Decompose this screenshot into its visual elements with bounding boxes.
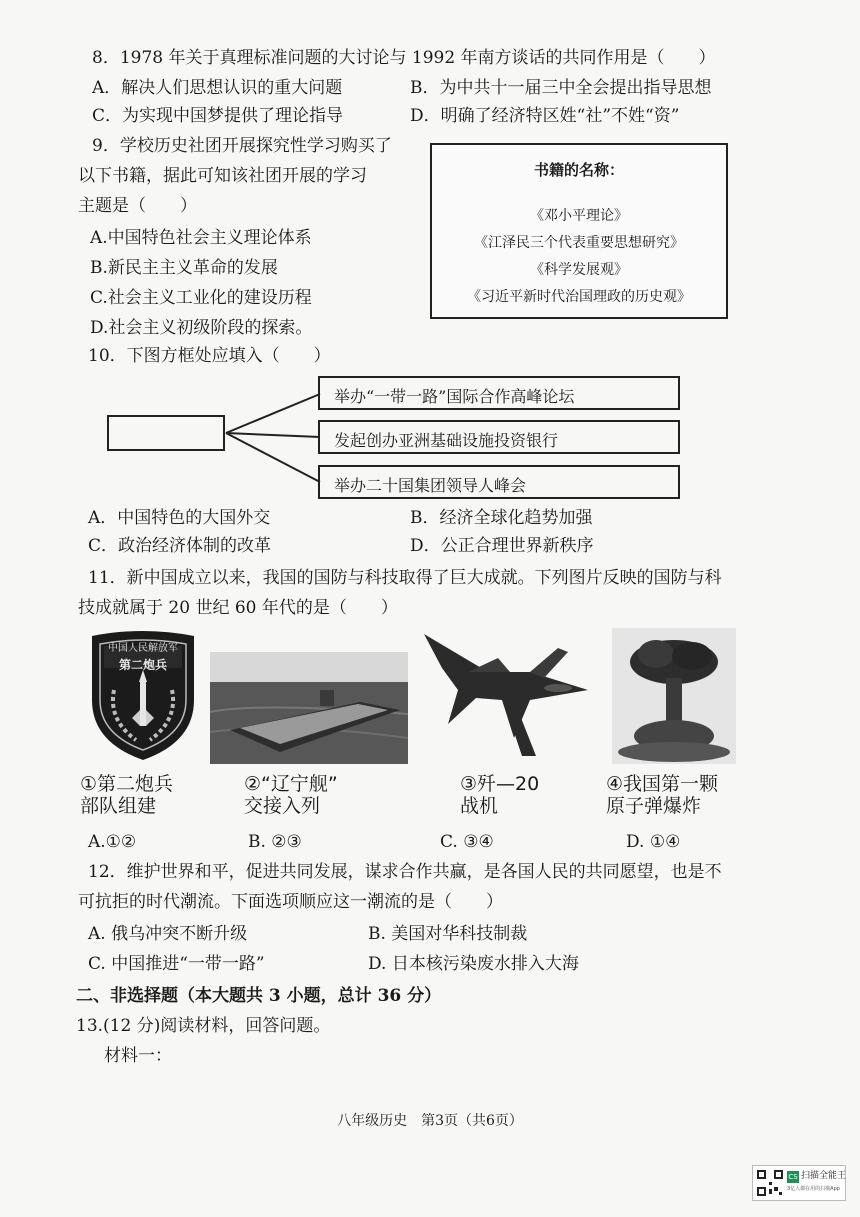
q9-option-d: D.社会主义初级阶段的探索。 <box>90 318 313 338</box>
blank-answer-box <box>107 415 225 451</box>
q9-stem-line3: 主题是（ ） <box>78 196 197 216</box>
caption-3-line1: ③歼—20 <box>460 773 540 795</box>
caption-4-line2: 原子弹爆炸 <box>606 795 702 817</box>
caption-4-line1: ④我国第一颗 <box>606 773 719 795</box>
q10-option-d: D．公正合理世界新秩序 <box>410 536 594 556</box>
q12-option-a: A. 俄乌冲突不断升级 <box>88 924 248 944</box>
second-artillery-badge-image <box>84 630 202 764</box>
q11-option-d: D. ①④ <box>626 832 681 852</box>
book-list-title: 书籍的名称： <box>533 161 624 179</box>
q13-stem: 13.(12 分)阅读材料，回答问题。 <box>76 1016 331 1036</box>
q9-stem-line1: 9．学校历史社团开展探究性学习购买了 <box>92 136 392 156</box>
caption-1-line1: ①第二炮兵 <box>80 773 174 795</box>
q10-option-a: A．中国特色的大国外交 <box>88 508 271 528</box>
section-2-heading: 二、非选择题（本大题共 3 小题，总计 36 分） <box>76 986 442 1006</box>
cs-logo-badge: CS <box>788 1173 798 1181</box>
liaoning-carrier-image <box>210 652 408 764</box>
diplomacy-item-2: 发起创办亚洲基础设施投资银行 <box>318 420 680 454</box>
q9-option-a: A.中国特色社会主义理论体系 <box>90 228 312 248</box>
diplomacy-item-3: 举办二十国集团领导人峰会 <box>318 465 680 499</box>
q9-stem-line2: 以下书籍，据此可知该社团开展的学习 <box>78 166 367 186</box>
book-item: 《江泽民三个代表重要思想研究》 <box>474 235 684 251</box>
q12-option-b: B. 美国对华科技制裁 <box>368 924 528 944</box>
q10-option-c: C．政治经济体制的改革 <box>88 536 272 556</box>
q11-option-c: C. ③④ <box>440 832 494 852</box>
q8-option-a: A．解决人们思想认识的重大问题 <box>92 78 343 98</box>
book-item: 《科学发展观》 <box>530 262 628 278</box>
q8-option-c: C．为实现中国梦提供了理论指导 <box>92 106 344 126</box>
page-footer: 八年级历史 第3页（共6页） <box>337 1113 523 1129</box>
q10-option-b: B．经济全球化趋势加强 <box>410 508 593 528</box>
connector-lines <box>224 380 324 500</box>
q12-option-c: C. 中国推进“一带一路” <box>88 954 265 974</box>
q8-option-b: B．为中共十一届三中全会提出指导思想 <box>410 78 712 98</box>
caption-2-line1: ②“辽宁舰” <box>244 773 338 795</box>
badge-text-top: 中国人民解放军 <box>108 643 178 654</box>
q11-option-b: B. ②③ <box>248 832 302 852</box>
book-list-box <box>430 143 728 319</box>
q8-stem: 8．1978 年关于真理标准问题的大讨论与 1992 年南方谈话的共同作用是（ ） <box>92 48 716 68</box>
book-item: 《邓小平理论》 <box>530 208 628 224</box>
book-item: 《习近平新时代治国理政的历史观》 <box>467 289 691 305</box>
q12-stem-line2: 可抗拒的时代潮流。下面选项顺应这一潮流的是（ ） <box>78 892 503 912</box>
j20-fighter-image <box>418 628 590 764</box>
q8-option-d: D．明确了经济特区姓“社”不姓“资” <box>410 106 680 126</box>
q11-stem-line1: 11．新中国成立以来，我国的国防与科技取得了巨大成就。下列图片反映的国防与科 <box>88 568 722 588</box>
q11-option-a: A.①② <box>88 832 137 852</box>
q12-option-d: D. 日本核污染废水排入大海 <box>368 954 579 974</box>
badge-text-bottom: 第二炮兵 <box>118 658 167 672</box>
q9-option-c: C.社会主义工业化的建设历程 <box>90 288 312 308</box>
scanner-subtitle: 3亿人都在用的扫描App <box>787 1186 840 1192</box>
scanner-watermark <box>752 1165 846 1201</box>
q9-option-b: B.新民主主义革命的发展 <box>90 258 278 278</box>
q11-stem-line2: 技成就属于 20 世纪 60 年代的是（ ） <box>78 598 398 618</box>
caption-3-line2: 战机 <box>460 795 499 817</box>
qr-code-icon <box>756 1169 784 1197</box>
caption-2-line2: 交接入列 <box>244 795 321 817</box>
atomic-bomb-image <box>612 628 736 764</box>
q12-stem-line1: 12．维护世界和平，促进共同发展，谋求合作共赢，是各国人民的共同愿望，也是不 <box>88 862 722 882</box>
scanner-title: 扫描全能王 <box>801 1171 847 1181</box>
caption-1-line2: 部队组建 <box>80 795 157 817</box>
q13-material-label: 材料一： <box>104 1046 172 1066</box>
q10-stem: 10．下图方框处应填入（ ） <box>88 346 331 366</box>
diplomacy-item-1: 举办“一带一路”国际合作高峰论坛 <box>318 376 680 410</box>
